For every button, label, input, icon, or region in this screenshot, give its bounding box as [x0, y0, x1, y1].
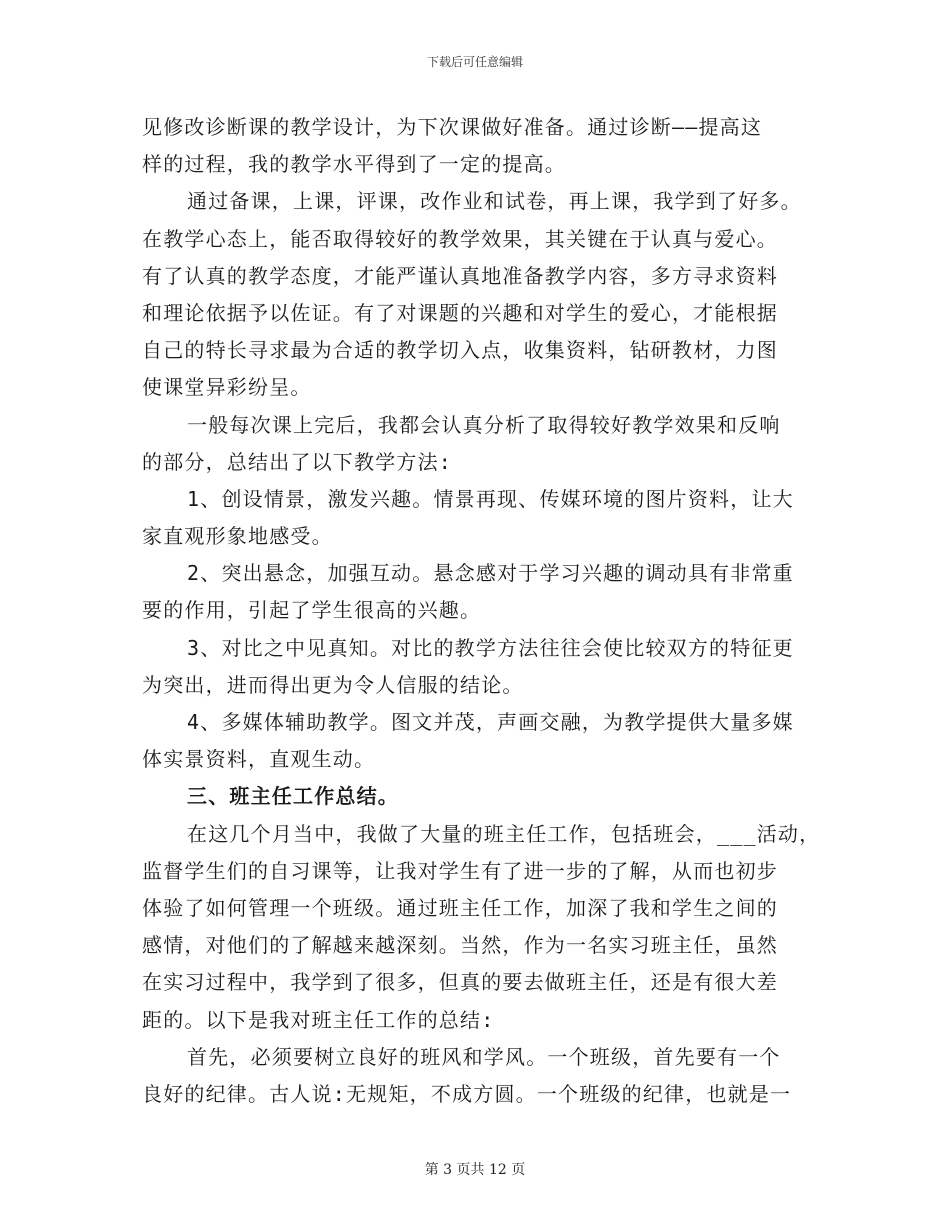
text-line: 有了认真的教学态度，才能严谨认真地准备教学内容，多方寻求资料 — [142, 263, 778, 288]
text-line: 家直观形象地感受。 — [142, 524, 333, 549]
text-line: 和理论依据予以佐证。有了对课题的兴趣和对学生的爱心，才能根据 — [142, 300, 778, 325]
list-item-1: 1、创设情景，激发兴趣。情景再现、传媒环境的图片资料，让大 — [187, 486, 794, 511]
text-line: 自己的特长寻求最为合适的教学切入点，收集资料，钻研教材，力图 — [142, 338, 778, 363]
paragraph-start: 一般每次课上完后，我都会认真分析了取得较好教学效果和反响 — [187, 412, 781, 437]
text-line: 体实景资料，直观生动。 — [142, 747, 376, 772]
text-line: 监督学生们的自习课等，让我对学生有了进一步的了解，从而也初步 — [142, 858, 778, 883]
list-item-4: 4、多媒体辅助教学。图文并茂，声画交融，为教学提供大量多媒 — [187, 710, 794, 734]
page-header: 下载后可任意编辑 — [426, 55, 523, 69]
text-line: 良好的纪律。古人说:无规矩，不成方圆。一个班级的纪律，也就是一 — [142, 1081, 792, 1106]
list-item-3: 3、对比之中见真知。对比的教学方法往往会使比较双方的特征更 — [187, 635, 794, 660]
section-heading: 三、班主任工作总结。 — [187, 784, 399, 809]
paragraph-start: 首先，必须要树立良好的班风和学风。一个班级，首先要有一个 — [187, 1044, 781, 1069]
text-line: 样的过程，我的教学水平得到了一定的提高。 — [142, 152, 566, 177]
text-line: 在实习过程中，我学到了很多，但真的要去做班主任，还是有很大差 — [142, 970, 778, 995]
text-line: 使课堂异彩纷呈。 — [142, 375, 312, 400]
paragraph-start: 在这几个月当中，我做了大量的班主任工作，包括班会，___活动， — [187, 821, 821, 846]
text-line: 体验了如何管理一个班级。通过班主任工作，加深了我和学生之间的 — [142, 895, 778, 920]
list-item-2: 2、突出悬念，加强互动。悬念感对于学习兴趣的调动具有非常重 — [187, 561, 794, 586]
page-number: 第 3 页共 12 页 — [424, 1162, 526, 1178]
text-line: 在教学心态上，能否取得较好的教学效果，其关键在于认真与爱心。 — [142, 226, 778, 251]
text-line: 要的作用，引起了学生很高的兴趣。 — [142, 598, 482, 623]
paragraph-start: 通过备课，上课，评课，改作业和试卷，再上课，我学到了好多。 — [187, 189, 802, 214]
text-line: 的部分，总结出了以下教学方法: — [142, 449, 453, 474]
text-line: 见修改诊断课的教学设计，为下次课做好准备。通过诊断——提高这 — [142, 115, 763, 139]
text-line: 感情，对他们的了解越来越深刻。当然，作为一名实习班主任，虽然 — [142, 933, 778, 958]
text-line: 为突出，进而得出更为令人信服的结论。 — [142, 672, 524, 697]
text-line: 距的。以下是我对班主任工作的总结: — [142, 1007, 495, 1032]
document-body — [142, 109, 822, 1113]
